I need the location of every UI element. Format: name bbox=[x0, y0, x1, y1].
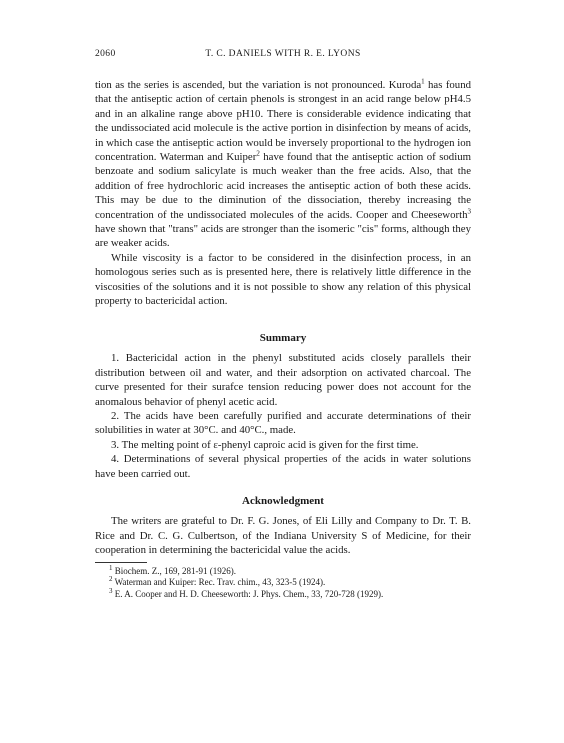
footnote-rule bbox=[95, 562, 147, 563]
summary-heading: Summary bbox=[259, 332, 307, 344]
acknowledgment-section bbox=[95, 494, 471, 600]
footnote-3: $^3$ E. A. Cooper and H. D. Cheeseworth: J. Phys. Chem., 33, 720-728 (1929). bbox=[109, 586, 384, 599]
summary-section bbox=[95, 331, 471, 481]
paragraph-viscosity: While viscosity is a factor to be considered in the disinfection process, in an homologous series such as is presented here, there is relatively little difference in the viscosities of the solutions and it is not possible to show any relation of this physical property to bactericidal action. bbox=[95, 251, 471, 308]
acknowledgment-text: The writers are grateful to Dr. F. G. Jones, of Eli Lilly and Company to Dr. T. B. Rice and Dr. C. G. Culbertson, of the Indiana University S of Medicine, for their cooperation in determining the bactericidal value the acids. bbox=[95, 515, 471, 557]
footnote-1: $^1$ Biochem. Z., 169, 281-91 (1926). bbox=[109, 563, 236, 576]
page-number: 2060 bbox=[95, 49, 116, 59]
summary-item: 2. The acids have been carefully purified and accurate determinations of their solubilities in water at 30°C. and 40°C., made. bbox=[95, 410, 471, 437]
footnote-ref-2: 2 bbox=[256, 149, 260, 158]
page-header bbox=[95, 49, 471, 63]
summary-item: 4. Determinations of several physical properties of the acids in water solutions have been carried out. bbox=[95, 453, 471, 480]
acknowledgment-heading: Acknowledgment bbox=[242, 495, 324, 507]
summary-item: 1. Bactericidal action in the phenyl substituted acids closely parallels their distribution between oil and water, and their adsorption on activated charcoal. The curve presented for their surafce tension reducing power does not account for the anomalous behavior of phenyl acetic acid. bbox=[95, 352, 471, 408]
footnote-2: $^2$ Waterman and Kuiper: Rec. Trav. chim., 43, 323-5 (1924). bbox=[109, 575, 326, 588]
footnote-ref-3: 3 bbox=[467, 207, 471, 216]
body-text bbox=[95, 78, 471, 309]
summary-item: 3. The melting point of ε-phenyl caproic acid is given for the first time. bbox=[111, 438, 419, 451]
running-title: T. C. DANIELS WITH R. E. LYONS bbox=[205, 49, 361, 59]
paragraph-antiseptic: tion as the series is ascended, but the variation is not pronounced. Kuroda$^1$ has found that the antiseptic action of certain phenols is strongest in an acid range below pH4.5 and in an alkaline range above pH10. There is considerable evidence indicating that the undissociated acid molecule is the active portion in disinfection by means of acids, in which case the antiseptic action would be inversely proportional to the hydrogen ion concentration. Waterman and Kuiper$^2$ have found that the antiseptic action of sodium benzoate and sodium salicylate is much weaker than the free acids. Also, that the addition of free hydrochloric acid increases the antiseptic action of both these acids. This may be due to the diminution of the dissociation, thereby increasing the concentration of the undissociated molecules of the acids. Cooper and Cheeseworth$^3$ have shown that "trans" acids are stronger than the isomeric "cis" forms, although they are weaker acids. bbox=[95, 77, 472, 250]
footnote-ref-1: 1 bbox=[421, 77, 425, 86]
